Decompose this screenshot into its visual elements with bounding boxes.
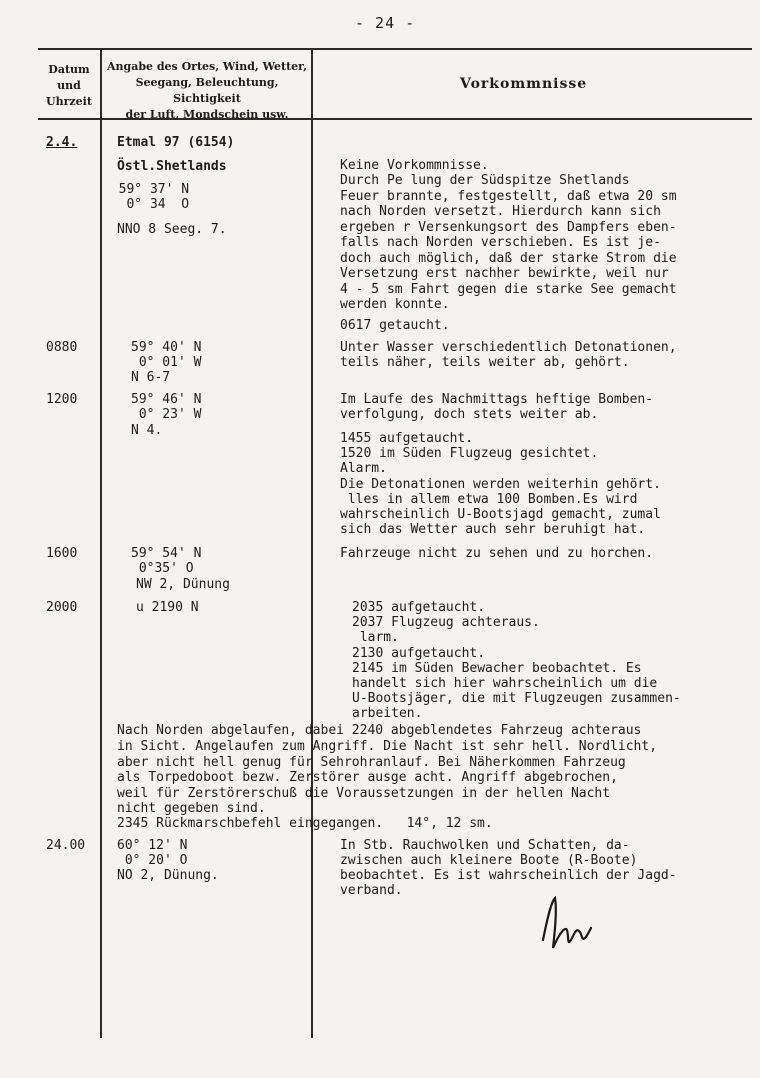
column-divider-1 [100,48,102,1038]
header-vorkommnisse: Vorkommnisse [460,76,588,92]
column-divider-2 [311,48,313,1038]
header-datum: Datum und Uhrzeit [46,63,92,108]
header-angabe: Angabe des Ortes, Wind, Wetter, Seegang, Beleuchtung, Sichtigkeit der Luft, Mondschein usw. [106,60,308,121]
entry-time: 2000 [46,600,78,615]
header-top-rule [38,48,752,50]
page-number: - 24 - [355,14,416,32]
entry-time: 2.4. [46,135,78,150]
logbook-page: - 24 - Datum und Uhrzeit Angabe des Ortes, Wind, Wetter, Seegang, Beleuchtung, Sichtigkeit der Luft, Mondschein usw. Vorkommnisse 2.4. Etmal 97 (6154) Östl.Shetlands 59° 37' N 0° 34 O NNO 8 Seeg. 7. Keine Vorkommnisse. Durch Pe lung der Südspitze Shetlands Feuer brannte, festgestellt, daß etwa 20 sm nach Norden versetzt. Hierdurch kann sich ergeben r Versenkungsort des Dampfers eben- falls nach Norden verschieben. Es ist je- doch auch möglich, daß der starke Strom die Versetzung erst nachher bewirkte, weil nur 4 - 5 sm Fahrt gegen die starke See gemacht werden konnte. 0617 getaucht. 0880 59° 40' N 0° 01' W N 6-7 Unter Wasser verschiedentlich Detonationen, teils näher, teils weiter ab, gehört. 1200 59° 46' N 0° 23' W N 4. Im Laufe des Nachmittags heftige Bomben- verfolgung, doch stets weiter ab. 1455 aufgetaucht. 1520 im Süden Flugzeug gesichtet. Alarm. Die Detonationen werden weiterhin gehört. lles in allem etwa 100 Bomben.Es wird wahrscheinlich U-Bootsjagd gemacht, zumal sich das Wetter auch sehr beruhigt hat. 1600 59° 54' N 0°35' O NW 2, Dünung Fahrzeuge nicht zu sehen und zu horchen. 2000 u 2190 N 2035 aufgetaucht. 2037 Flugzeug achteraus. larm. 2130 aufgetaucht. 2145 im Süden Bewacher beobachtet. Es handelt sich hier wahrscheinlich um die U-Bootsjäger, die mit Flugzeugen zusammen- arbeiten. Nach Norden abgelaufen, dabei 2240 abgeblendetes Fahrzeug achteraus in Sicht. Angelaufen zum Angriff. Die Nacht ist sehr hell. Nordlicht, aber nicht hell genug für Sehrohranlauf. Bei Näherkommen Fahrzeug als Torpedoboot bezw. Zerstörer ausge acht. Angriff abgebrochen, weil für Zerstörerschuß die Voraussetzungen in der hellen Nacht nicht gegeben sind. 2345 Rückmarschbefehl eingegangen. 14°, 12 sm. 24.00 60° 12' N 0° 20' O NO 2, Dünung. In Stb. Rauchwolken und Schatten, da- zwischen auch kleinere Boote (R-Boote) beobachtet. Es ist wahrscheinlich der Jagd- verband. [0,0,760,1078]
entry-time: 24.00 [46,838,86,853]
signature [537,890,597,960]
entry-time: 1200 [46,392,78,407]
entry-time: 0880 [46,340,78,355]
entry-time: 1600 [46,546,78,561]
